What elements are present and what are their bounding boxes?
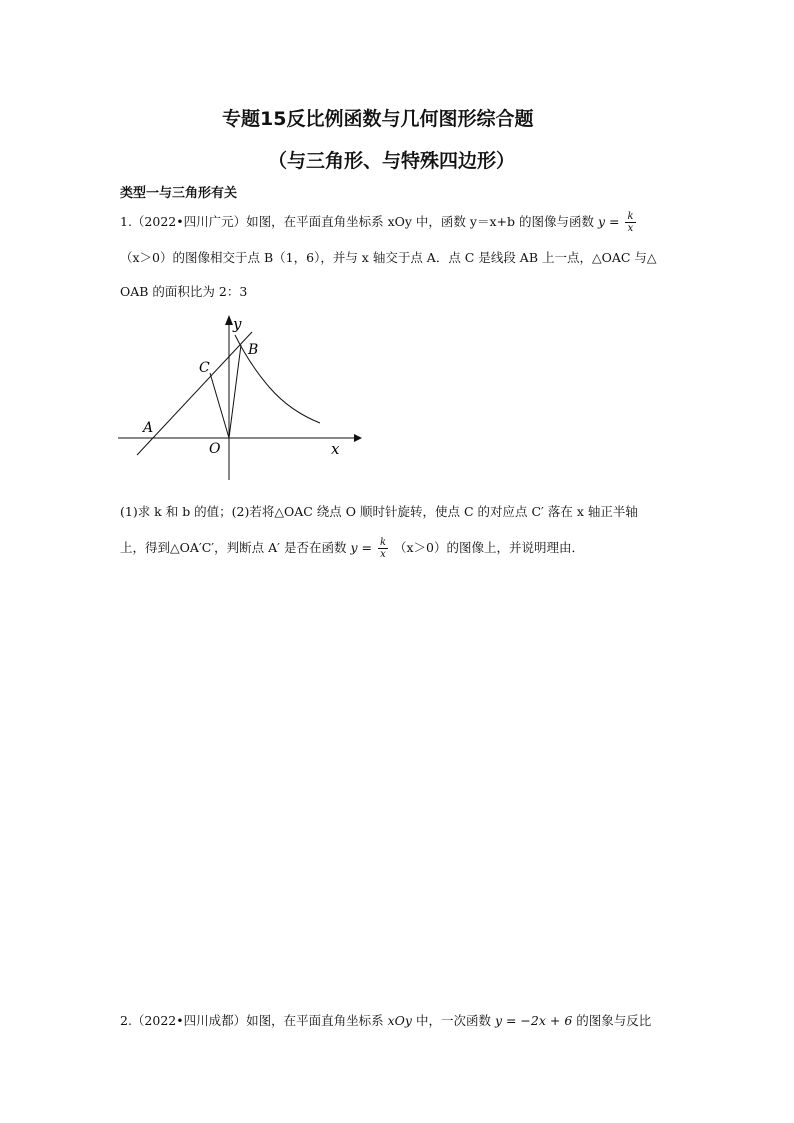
problem2-func: y = −2x + 6 [494, 1013, 573, 1028]
problem2-text-c: 的图象与反比 [576, 1013, 652, 1028]
question-y-symbol: y = [350, 540, 372, 555]
problem2-text-b: 中，一次函数 [415, 1013, 491, 1028]
label-a: A [143, 420, 154, 436]
label-o: O [209, 441, 221, 457]
fraction-numerator: k [627, 211, 634, 222]
section-heading: 类型一与三角形有关 [120, 186, 238, 201]
segment-ob [229, 345, 241, 438]
label-c: C [199, 360, 210, 376]
segment-oc [210, 373, 229, 438]
label-x: x [331, 440, 340, 458]
problem1-line2: （x＞0）的图像相交于点 B（1，6），并与 x 轴交于点 A．点 C 是线段 AB 上一点，△OAC 与△ [120, 250, 657, 265]
question-fraction [378, 537, 388, 560]
problem2-line1 [120, 1011, 651, 1029]
x-axis-arrow [354, 434, 362, 442]
problem1-text-a: 1.（2022•四川广元）如图，在平面直角坐标系 xOy 中，函数 y＝x+b 的图像与函数 [120, 214, 594, 229]
label-b: B [248, 342, 259, 358]
problem2-coord: xOy [387, 1013, 412, 1028]
problem1-fraction [625, 211, 635, 234]
problem1-question-line2 [120, 537, 584, 560]
problem1-figure [110, 305, 370, 485]
question-text-b: （x＞0）的图像上，并说明理由． [393, 540, 584, 555]
problem1-line3: OAB 的面积比为 2：3 [120, 284, 248, 299]
question-text-a: 上，得到△OA′C′，判断点 A′ 是否在函数 [120, 540, 347, 555]
fraction-denominator: x [380, 549, 386, 560]
fraction-denominator: x [627, 223, 634, 234]
label-y: y [233, 315, 242, 333]
problem1-y-symbol: y = [597, 214, 620, 229]
y-axis-arrow [225, 315, 233, 325]
problem2-text-a: 2.（2022•四川成都）如图，在平面直角坐标系 [120, 1013, 384, 1028]
page-subtitle: （与三角形、与特殊四边形） [268, 150, 516, 172]
page-title: 专题15反比例函数与几何图形综合题 [222, 108, 534, 130]
problem1-line1 [120, 211, 638, 234]
fraction-numerator: k [379, 537, 386, 548]
problem1-question-line1: (1)求 k 和 b 的值；(2)若将△OAC 绕点 O 顺时针旋转，使点 C 的对应点 C′ 落在 x 轴正半轴 [120, 504, 638, 519]
